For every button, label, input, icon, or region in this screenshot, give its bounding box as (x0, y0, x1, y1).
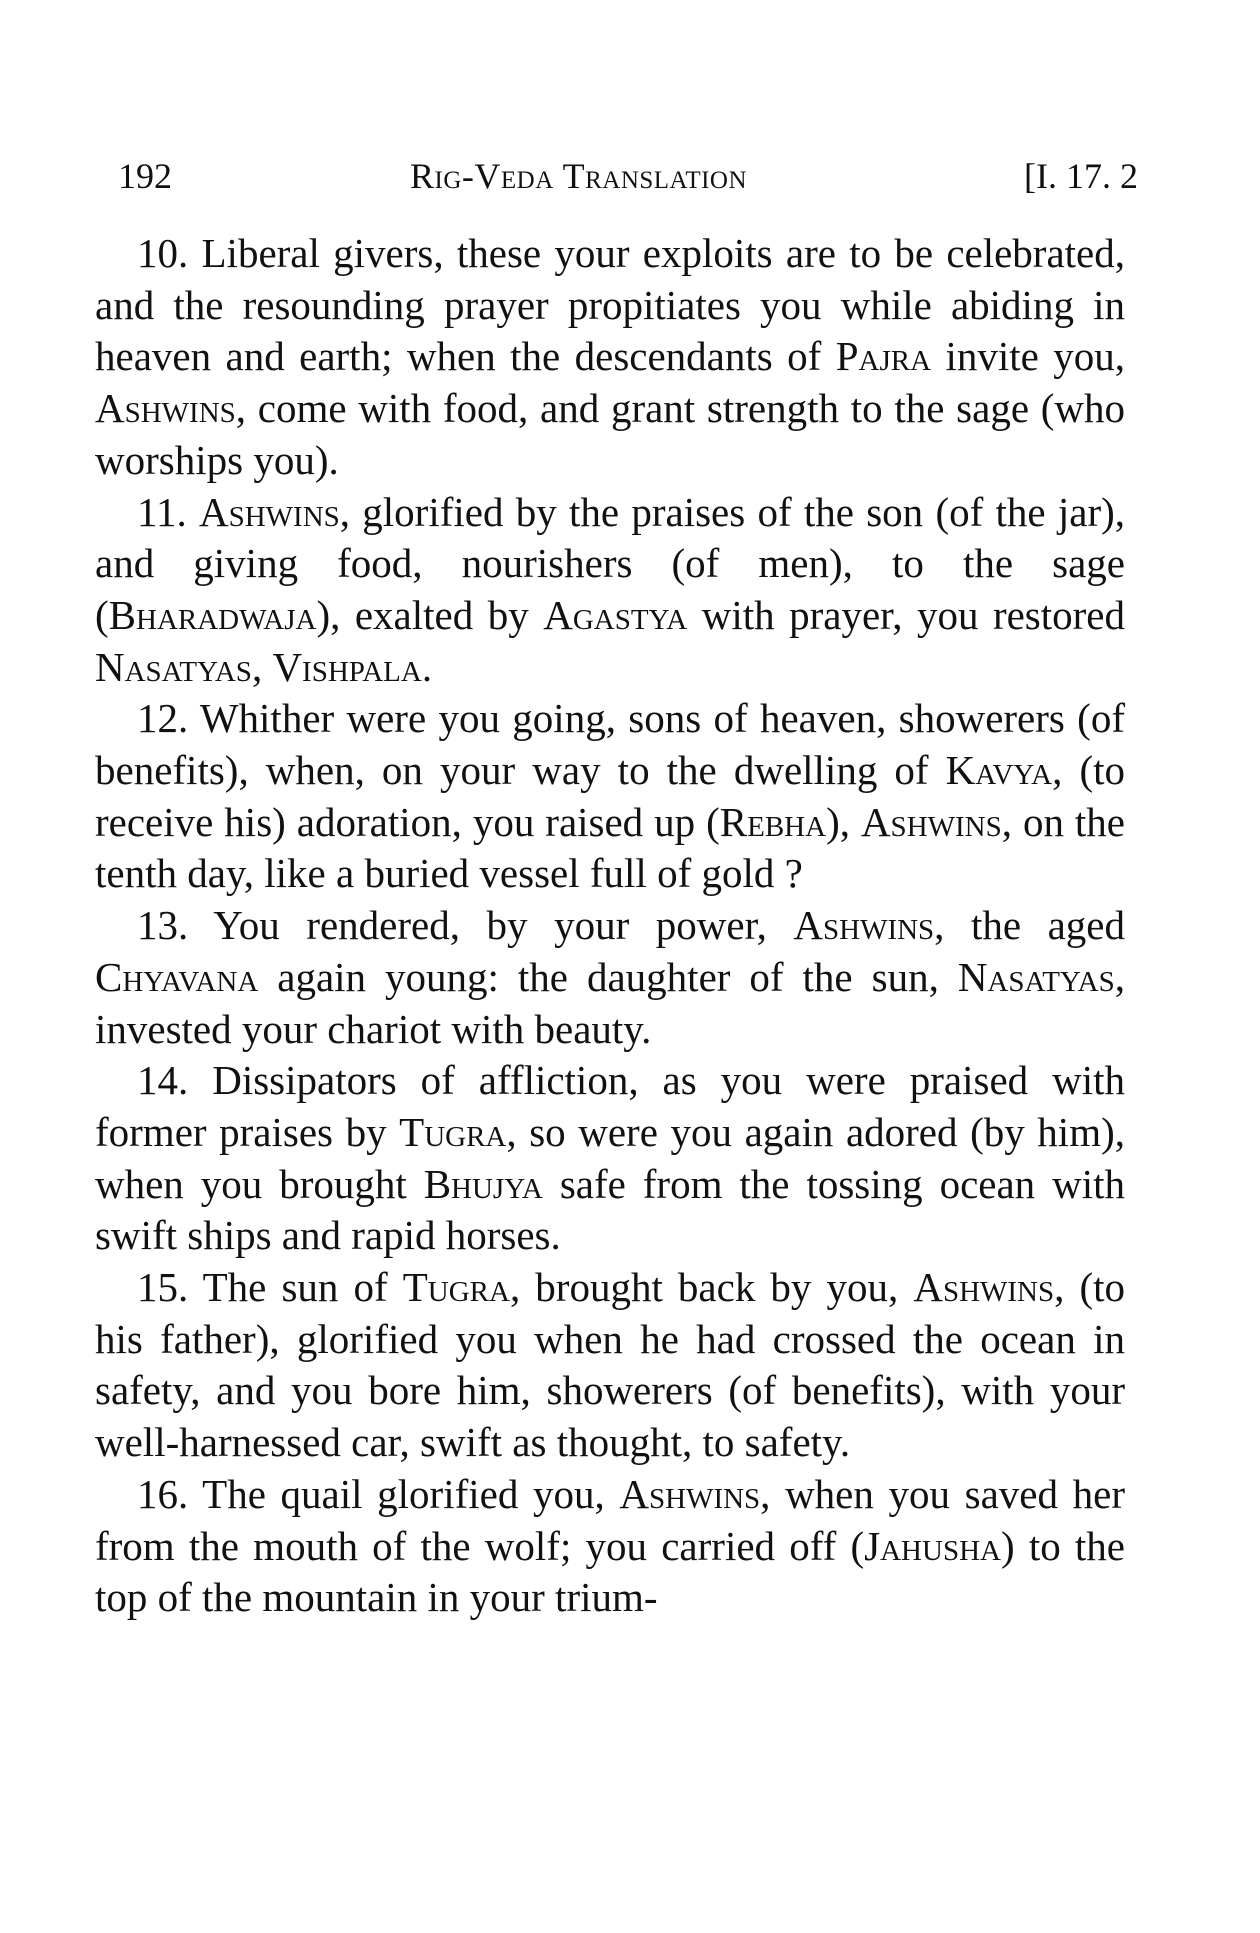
proper-name: Chyavana (95, 953, 259, 1000)
proper-name: Kavya (945, 747, 1053, 794)
verse-number: 15. (137, 1264, 189, 1311)
verse-text: again young: the daughter of the sun, (258, 953, 958, 1000)
verse-text: . (421, 643, 433, 690)
verse-text: ), exalted by (316, 591, 544, 638)
proper-name: Ashwins (793, 902, 935, 949)
running-title: Rig-Veda Translation (410, 156, 748, 196)
verse-text: , (to his father), glorified you when he had crossed the ocean in safety, and you bore him, showerers (of benefits), with your well-harnessed car, swift as thought, to safety. (95, 1264, 1126, 1466)
section-reference: [I. 17. 2 (1024, 156, 1138, 196)
proper-name: Ashwins (199, 488, 340, 535)
verse-text: with prayer, you restored (687, 591, 1125, 638)
proper-name: Pajra (835, 333, 932, 380)
verse-text: , so were you again adored (by him), when you brought (95, 1108, 1125, 1207)
proper-name: Vishpala (272, 643, 422, 690)
verse-text: , when you saved her from the mouth of the wolf; you carried off ( (95, 1470, 1126, 1569)
proper-name: Ashwins (95, 385, 236, 432)
verse-text: The sun of (202, 1264, 403, 1311)
verse-text: ), (826, 798, 861, 845)
verse-number: 11. (137, 488, 187, 535)
verse-text: , brought back by you, (509, 1264, 914, 1311)
running-header (118, 148, 1138, 204)
verse-text: , (251, 643, 273, 690)
verse-text: , (to receive his) adoration, you raised up ( (95, 747, 1125, 845)
verse-paragraph (95, 693, 1125, 900)
verse-text-body (95, 228, 1125, 1624)
page-number: 192 (118, 156, 172, 196)
proper-name: Ashwins (619, 1470, 761, 1517)
proper-name: Nasatyas (95, 643, 252, 690)
verse-text: safe from the tossing ocean with swift ships and rapid horses. (95, 1160, 1126, 1259)
verse-paragraph (95, 1469, 1125, 1624)
proper-name: Ashwins (913, 1264, 1055, 1311)
proper-name: Bhujya (423, 1160, 543, 1207)
proper-name: Tugra (402, 1264, 510, 1311)
proper-name: Nasatyas (957, 953, 1115, 1000)
verse-text: The quail glorified you, (202, 1470, 620, 1517)
verse-text: Whither were you going, sons of heaven, showerers (of benefits), when, on your way to the dwelling of (95, 695, 1125, 794)
verse-text: , come with food, and grant strength to the sage (who worships you). (95, 385, 1125, 483)
proper-name: Rebha (719, 798, 827, 845)
verse-paragraph (95, 1262, 1125, 1469)
proper-name: Bharadwaja (108, 591, 317, 638)
verse-text: invite you, (931, 333, 1126, 380)
verse-paragraph (95, 900, 1125, 1055)
verse-number: 12. (137, 695, 189, 742)
verse-number: 10. (137, 230, 189, 276)
proper-name: Tugra (399, 1108, 507, 1155)
verse-number: 14. (137, 1057, 189, 1104)
proper-name: Ashwins (860, 798, 1002, 845)
verse-number: 16. (137, 1470, 189, 1517)
verse-paragraph (95, 1055, 1125, 1262)
verse-text: , glorified by the praises of the son (of the jar), and giving food, nourishers (of men), to the sage ( (95, 488, 1126, 638)
verse-text: , invested your chariot with beauty. (95, 953, 1125, 1052)
verse-text: , the aged (934, 902, 1125, 949)
verse-text: Dissipators of affliction, as you were praised with former praises by (95, 1057, 1125, 1155)
verse-paragraph (95, 487, 1125, 694)
verse-text: Liberal givers, these your exploits are to be celebrated, and the resounding prayer propitiates you while abiding in heaven and earth; when the descendants of (95, 230, 1125, 380)
proper-name: Agastya (543, 591, 688, 638)
verse-text: You rendered, by your power, (213, 902, 794, 949)
verse-text: ) to the top of the mountain in your trium- (95, 1522, 1125, 1621)
proper-name: Jahusha (864, 1522, 1001, 1569)
verse-text: , on the tenth day, like a buried vessel full of gold ? (95, 798, 1126, 897)
verse-paragraph (95, 228, 1125, 487)
verse-number: 13. (137, 902, 189, 949)
